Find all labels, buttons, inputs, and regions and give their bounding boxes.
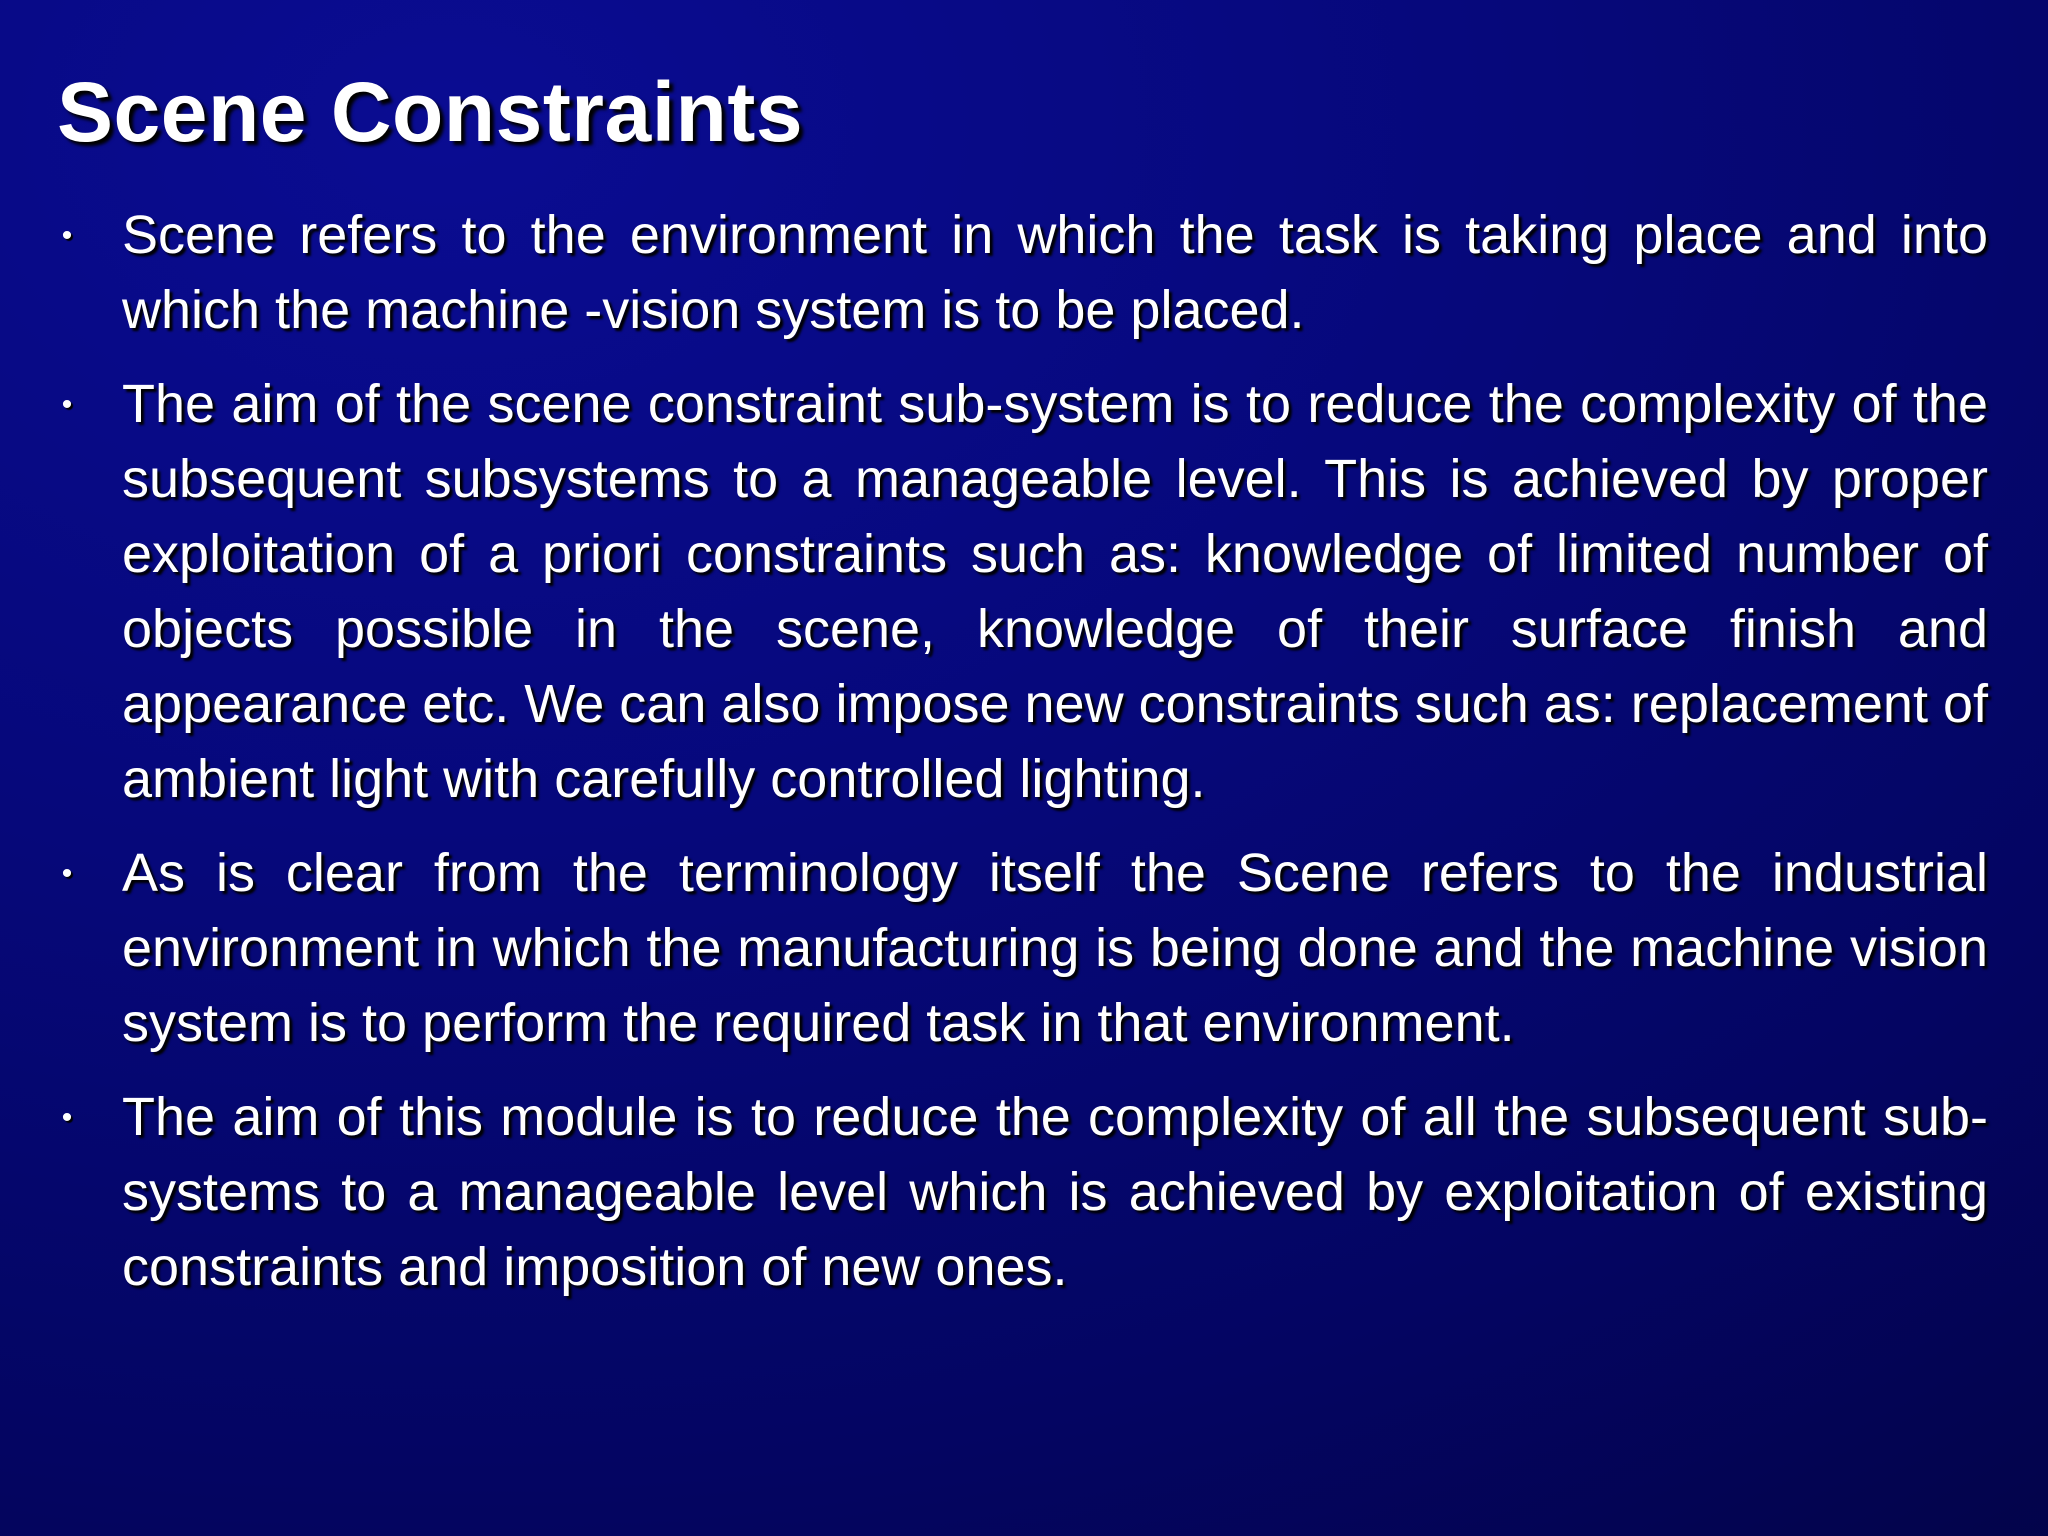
bullet-item — [61, 836, 1988, 1061]
bullet-dot-icon: • — [61, 1101, 73, 1134]
bullet-text: The aim of the scene constraint sub-system is to reduce the complexity of the subsequent subsystems to a manageable level. This is achieved by proper exploitation of a priori constraints such as: knowledge of limited number of objects possible in the scene, knowledge of their surface finish and appearance etc. We can also impose new constraints such as: replacement of ambient light with carefully controlled lighting. — [122, 374, 1989, 809]
bullet-item — [61, 367, 1989, 817]
slide-title: Scene Constraints — [57, 65, 804, 159]
bullet-item — [61, 1080, 1988, 1305]
bullet-text: The aim of this module is to reduce the complexity of all the subsequent sub-systems to a manageable level which is achieved by exploitation of existing constraints and imposition of new ones. — [122, 1087, 1988, 1297]
bullet-text: Scene refers to the environment in which the task is taking place and into which the machine -vision system is to be placed. — [122, 205, 1988, 340]
bullet-text: As is clear from the terminology itself the Scene refers to the industrial environment in which the manufacturing is being done and the machine vision system is to perform the required task in that environment. — [122, 843, 1988, 1053]
bullet-dot-icon: • — [61, 219, 73, 252]
bullet-item — [61, 198, 1988, 348]
bullet-list — [61, 198, 1989, 1324]
bullet-dot-icon: • — [61, 388, 73, 421]
bullet-dot-icon: • — [61, 857, 73, 890]
